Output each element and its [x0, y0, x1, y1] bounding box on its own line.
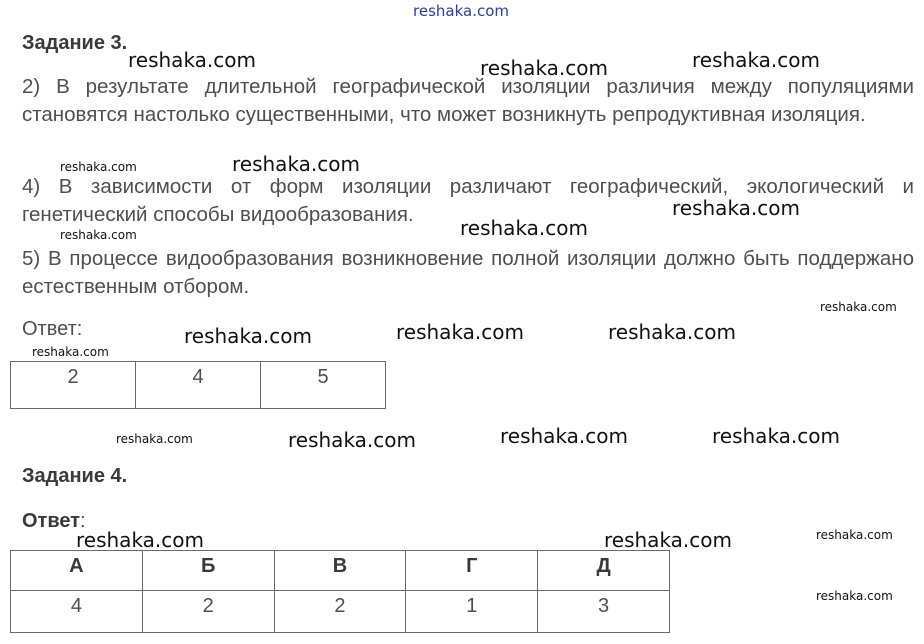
watermark: reshaka.com: [232, 152, 360, 176]
task4-answer-cell: 4: [11, 591, 143, 633]
task4-header-cell: Г: [406, 551, 538, 591]
task4-header-cell: В: [274, 551, 406, 591]
task3-item-4: 4) В зависимости от форм изоляции различают географический, экологический и генетический способы видообразования.: [22, 175, 914, 226]
watermark: reshaka.com: [820, 300, 897, 314]
task4-answer-table: [10, 550, 670, 633]
task3-item-2: 2) В результате длительной географической изоляции различия между популяциями становятся настолько существенными, что может возникнуть репродуктивная изоляция.: [22, 75, 914, 126]
task3-item-5: 5) В процессе видообразования возникновение полной изоляции должно быть поддержано естественным отбором.: [22, 247, 914, 298]
table-row: [11, 591, 670, 633]
table-row: [11, 362, 386, 409]
watermark: reshaka.com: [128, 48, 256, 72]
watermark: reshaka.com: [692, 48, 820, 72]
watermark: reshaka.com: [816, 589, 893, 603]
watermark: reshaka.com: [604, 528, 732, 552]
task4-header-cell: Б: [142, 551, 274, 591]
task3-answer-cell: 2: [11, 362, 136, 409]
task3-title: Задание 3.: [22, 32, 128, 54]
watermark: reshaka.com: [32, 345, 109, 359]
task3-answer-label: Ответ:: [22, 318, 83, 340]
task4-answer-cell: 3: [538, 591, 670, 633]
task4-answer-cell: 1: [406, 591, 538, 633]
watermark: reshaka.com: [816, 528, 893, 542]
watermark: reshaka.com: [460, 216, 588, 240]
task3-answer-cell: 4: [136, 362, 261, 409]
task4-header-cell: Д: [538, 551, 670, 591]
watermark: reshaka.com: [76, 528, 204, 552]
task4-answer-colon: :: [80, 510, 86, 532]
watermark: reshaka.com: [500, 424, 628, 448]
watermark: reshaka.com: [116, 432, 193, 446]
watermark: reshaka.com: [712, 424, 840, 448]
task4-answer-cell: 2: [142, 591, 274, 633]
task4-answer-cell: 2: [274, 591, 406, 633]
watermark: reshaka.com: [184, 324, 312, 348]
table-header-row: [11, 551, 670, 591]
task4-answer-label: [22, 510, 86, 533]
task3-answer-cell: 5: [261, 362, 386, 409]
watermark: reshaka.com: [60, 160, 137, 174]
watermark: reshaka.com: [608, 320, 736, 344]
watermark: reshaka.com: [60, 228, 137, 242]
watermark: reshaka.com: [396, 320, 524, 344]
task3-answer-table: [10, 361, 386, 409]
task4-answer-word: Ответ: [22, 510, 81, 532]
watermark: reshaka.com: [480, 56, 608, 80]
watermark-top-link[interactable]: reshaka.com: [413, 2, 509, 20]
watermark: reshaka.com: [288, 428, 416, 452]
task4-title: Задание 4.: [22, 465, 128, 487]
task4-header-cell: А: [11, 551, 143, 591]
watermark: reshaka.com: [672, 196, 800, 220]
